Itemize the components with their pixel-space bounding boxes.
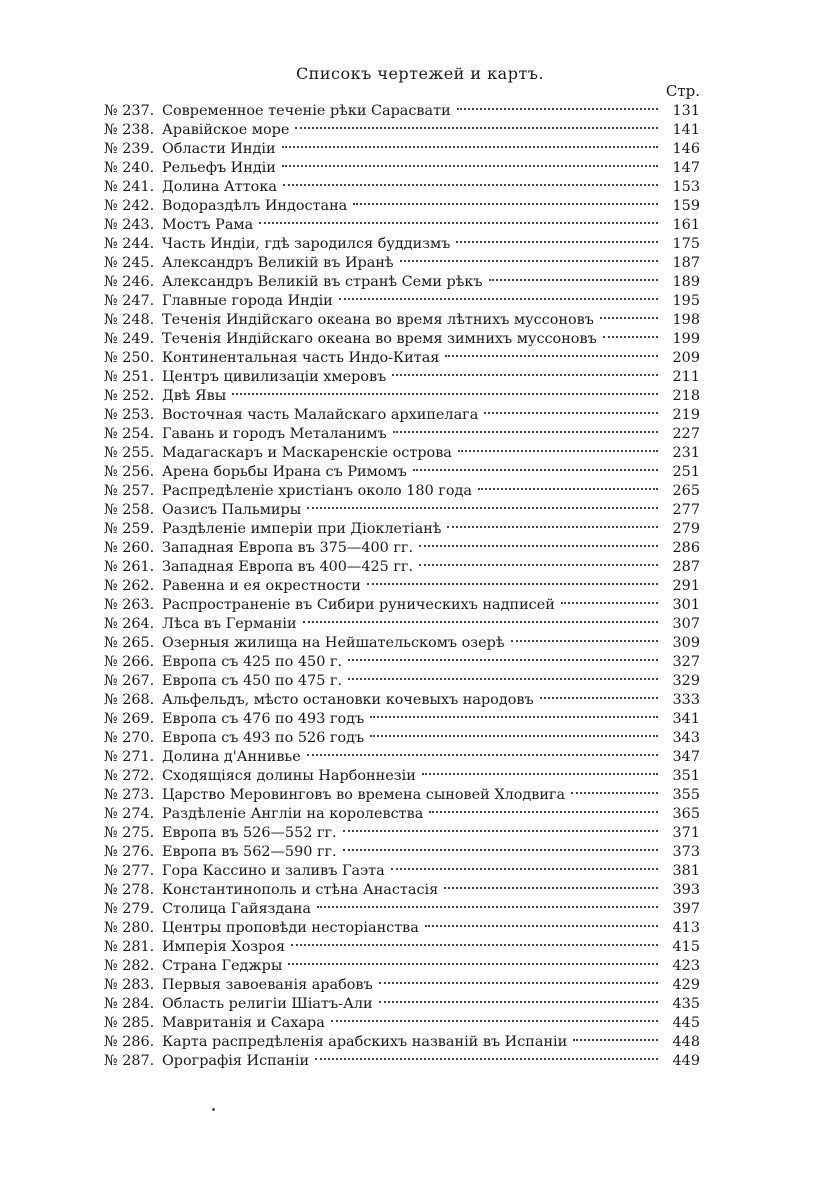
list-item <box>104 672 700 691</box>
dot-leader <box>603 335 658 338</box>
entry-page: 381 <box>672 863 700 879</box>
entry-title: Константинополь и стѣна Анастасія <box>162 882 439 898</box>
dot-leader <box>478 487 658 490</box>
entry-number: № 285. <box>104 1015 155 1031</box>
dot-leader <box>571 791 658 794</box>
dot-leader <box>540 696 658 699</box>
entry-title: Европа съ 450 по 475 г. <box>162 673 343 689</box>
dot-leader <box>339 297 658 300</box>
entry-title: Равенна и ея окрестности <box>162 578 361 594</box>
list-item <box>104 900 700 919</box>
entry-page: 199 <box>672 331 700 347</box>
list-item <box>104 919 700 938</box>
entry-number: № 261. <box>104 559 155 575</box>
dot-leader <box>303 620 658 623</box>
entry-title: Раздѣленіе Англіи на королевства <box>162 806 424 822</box>
dot-leader <box>447 525 658 528</box>
entry-number: № 270. <box>104 730 155 746</box>
list-item <box>104 843 700 862</box>
list-item <box>104 197 700 216</box>
dot-leader <box>419 544 658 547</box>
entry-page: 218 <box>672 388 700 404</box>
entry-page: 141 <box>672 122 700 138</box>
entry-number: № 281. <box>104 939 155 955</box>
list-item <box>104 558 700 577</box>
entry-number: № 237. <box>104 103 155 119</box>
list-item <box>104 957 700 976</box>
entry-title: Александръ Великій въ странѣ Семи рѣкъ <box>162 274 483 290</box>
entry-title: Распредѣленіе христіанъ около 180 года <box>162 483 472 499</box>
dot-leader <box>343 829 658 832</box>
list-item <box>104 482 700 501</box>
list-item <box>104 938 700 957</box>
entry-title: Распространеніе въ Сибири руническихъ надписей <box>162 597 555 613</box>
entry-page: 415 <box>672 939 700 955</box>
entry-page: 365 <box>672 806 700 822</box>
entry-page: 355 <box>672 787 700 803</box>
entry-title: Современное теченіе рѣки Сарасвати <box>162 103 451 119</box>
entry-number: № 259. <box>104 521 155 537</box>
entry-number: № 252. <box>104 388 155 404</box>
dot-leader <box>561 601 658 604</box>
entry-title: Оазисъ Пальмиры <box>162 502 302 518</box>
entry-number: № 268. <box>104 692 155 708</box>
list-of-maps <box>104 102 700 1071</box>
entry-number: № 244. <box>104 236 155 252</box>
dot-leader <box>348 658 658 661</box>
dot-leader <box>331 1019 658 1022</box>
dot-leader <box>489 278 658 281</box>
entry-number: № 258. <box>104 502 155 518</box>
entry-number: № 256. <box>104 464 155 480</box>
entry-page: 413 <box>672 920 700 936</box>
entry-title: Имперія Хозроя <box>162 939 286 955</box>
list-item <box>104 406 700 425</box>
entry-number: № 280. <box>104 920 155 936</box>
entry-number: № 284. <box>104 996 155 1012</box>
list-item <box>104 368 700 387</box>
entry-title: Первыя завоеванія арабовъ <box>162 977 373 993</box>
entry-page: 435 <box>672 996 700 1012</box>
entry-number: № 277. <box>104 863 155 879</box>
entry-title: Гора Кассино и заливъ Гаэта <box>162 863 385 879</box>
entry-title: Водораздѣлъ Индостана <box>162 198 348 214</box>
entry-number: № 257. <box>104 483 155 499</box>
dot-leader <box>307 753 658 756</box>
dot-leader <box>315 1057 658 1060</box>
dot-leader <box>370 715 658 718</box>
entry-title: Озерныя жилища на Нейшательскомъ озерѣ <box>162 635 505 651</box>
entry-title: Восточная часть Малайскаго архипелага <box>162 407 479 423</box>
entry-title: Столица Гайяздана <box>162 901 312 917</box>
dot-leader <box>232 392 658 395</box>
entry-page: 445 <box>672 1015 700 1031</box>
dot-leader <box>600 316 658 319</box>
entry-page: 231 <box>672 445 700 461</box>
entry-title: Двѣ Явы <box>162 388 227 404</box>
entry-page: 286 <box>672 540 700 556</box>
list-item <box>104 235 700 254</box>
list-item <box>104 520 700 539</box>
entry-number: № 286. <box>104 1034 155 1050</box>
list-item <box>104 653 700 672</box>
entry-page: 159 <box>672 198 700 214</box>
entry-page: 307 <box>672 616 700 632</box>
entry-title: Европа съ 425 по 450 г. <box>162 654 343 670</box>
dot-leader <box>456 240 658 243</box>
entry-title: Мадагаскаръ и Маскаренскіе острова <box>162 445 452 461</box>
entry-title: Лѣса въ Германіи <box>162 616 297 632</box>
entry-page: 329 <box>672 673 700 689</box>
entry-page: 351 <box>672 768 700 784</box>
dot-leader <box>379 981 658 984</box>
dot-leader <box>367 582 658 585</box>
entry-page: 397 <box>672 901 700 917</box>
list-item <box>104 292 700 311</box>
dot-leader <box>259 221 658 224</box>
entry-page: 198 <box>672 312 700 328</box>
entry-page: 393 <box>672 882 700 898</box>
list-item <box>104 634 700 653</box>
page-column-header: Стр. <box>665 82 700 100</box>
entry-number: № 274. <box>104 806 155 822</box>
dot-leader <box>400 259 658 262</box>
entry-page: 333 <box>672 692 700 708</box>
dot-leader <box>288 962 658 965</box>
entry-title: Раздѣленіе имперіи при Діоклетіанѣ <box>162 521 442 537</box>
list-item <box>104 330 700 349</box>
entry-title: Царство Меровинговъ во времена сыновей Хлодвига <box>162 787 566 803</box>
list-item <box>104 748 700 767</box>
entry-number: № 241. <box>104 179 155 195</box>
entry-number: № 245. <box>104 255 155 271</box>
list-item <box>104 615 700 634</box>
entry-page: 211 <box>672 369 700 385</box>
dot-leader <box>484 411 658 414</box>
entry-number: № 243. <box>104 217 155 233</box>
entry-title: Европа съ 476 по 493 годъ <box>162 711 365 727</box>
entry-page: 251 <box>672 464 700 480</box>
dot-leader <box>317 905 658 908</box>
entry-number: № 266. <box>104 654 155 670</box>
entry-number: № 264. <box>104 616 155 632</box>
list-item <box>104 273 700 292</box>
entry-number: № 271. <box>104 749 155 765</box>
entry-number: № 272. <box>104 768 155 784</box>
entry-page: 209 <box>672 350 700 366</box>
entry-page: 187 <box>672 255 700 271</box>
dot-leader <box>295 126 658 129</box>
entry-title: Мостъ Рама <box>162 217 254 233</box>
entry-title: Страна Геджры <box>162 958 283 974</box>
entry-number: № 282. <box>104 958 155 974</box>
dot-leader <box>445 354 658 357</box>
list-item <box>104 881 700 900</box>
entry-page: 279 <box>672 521 700 537</box>
dot-leader <box>458 449 658 452</box>
list-item <box>104 1014 700 1033</box>
entry-title: Теченія Индійскаго океана во время зимнихъ муссоновъ <box>162 331 597 347</box>
entry-title: Континентальная часть Индо-Китая <box>162 350 440 366</box>
entry-page: 175 <box>672 236 700 252</box>
entry-title: Рельефъ Индіи <box>162 160 276 176</box>
entry-page: 265 <box>672 483 700 499</box>
entry-title: Центръ цивилизаціи хмеровъ <box>162 369 387 385</box>
list-item <box>104 862 700 881</box>
entry-page: 341 <box>672 711 700 727</box>
entry-page: 423 <box>672 958 700 974</box>
entry-number: № 278. <box>104 882 155 898</box>
dot-leader <box>391 867 658 870</box>
dot-leader <box>419 563 658 566</box>
entry-number: № 265. <box>104 635 155 651</box>
list-item <box>104 463 700 482</box>
entry-title: Европа съ 493 по 526 годъ <box>162 730 365 746</box>
list-item <box>104 216 700 235</box>
entry-page: 301 <box>672 597 700 613</box>
entry-page: 449 <box>672 1053 700 1069</box>
entry-title: Западная Европа въ 375—400 гг. <box>162 540 414 556</box>
dot-leader <box>422 772 658 775</box>
entry-number: № 239. <box>104 141 155 157</box>
entry-page: 287 <box>672 559 700 575</box>
entry-title: Александръ Великій въ Иранѣ <box>162 255 394 271</box>
entry-number: № 254. <box>104 426 155 442</box>
list-item <box>104 178 700 197</box>
list-item <box>104 729 700 748</box>
dot-leader <box>353 202 658 205</box>
entry-number: № 267. <box>104 673 155 689</box>
list-item <box>104 121 700 140</box>
list-item <box>104 691 700 710</box>
entry-page: 347 <box>672 749 700 765</box>
entry-title: Альфельдъ, мѣсто остановки кочевыхъ народовъ <box>162 692 534 708</box>
list-item <box>104 539 700 558</box>
list-item <box>104 140 700 159</box>
list-item <box>104 824 700 843</box>
list-item <box>104 349 700 368</box>
entry-page: 371 <box>672 825 700 841</box>
entry-page: 309 <box>672 635 700 651</box>
entry-title: Европа въ 562—590 гг. <box>162 844 337 860</box>
entry-number: № 247. <box>104 293 155 309</box>
entry-number: № 255. <box>104 445 155 461</box>
dot-leader <box>348 677 658 680</box>
entry-title: Долина Аттока <box>162 179 277 195</box>
list-item <box>104 786 700 805</box>
entry-title: Аравійское море <box>162 122 290 138</box>
entry-number: № 279. <box>104 901 155 917</box>
entry-title: Часть Индіи, гдѣ зародился буддизмъ <box>162 236 451 252</box>
entry-number: № 260. <box>104 540 155 556</box>
page-title: Списокъ чертежей и картъ. <box>295 64 545 83</box>
entry-page: 195 <box>672 293 700 309</box>
entry-number: № 246. <box>104 274 155 290</box>
list-item <box>104 425 700 444</box>
list-item <box>104 311 700 330</box>
entry-page: 291 <box>672 578 700 594</box>
entry-number: № 273. <box>104 787 155 803</box>
entry-title: Орографія Испаніи <box>162 1053 310 1069</box>
entry-page: 277 <box>672 502 700 518</box>
dot-leader <box>573 1038 658 1041</box>
dot-leader <box>425 924 658 927</box>
list-item <box>104 710 700 729</box>
entry-page: 219 <box>672 407 700 423</box>
dot-leader <box>379 1000 658 1003</box>
entry-page: 448 <box>672 1034 700 1050</box>
entry-title: Западная Европа въ 400—425 гг. <box>162 559 414 575</box>
list-item <box>104 102 700 121</box>
entry-number: № 238. <box>104 122 155 138</box>
entry-number: № 283. <box>104 977 155 993</box>
entry-number: № 253. <box>104 407 155 423</box>
list-item <box>104 501 700 520</box>
list-item <box>104 1052 700 1071</box>
list-item <box>104 596 700 615</box>
entry-number: № 269. <box>104 711 155 727</box>
list-item <box>104 387 700 406</box>
entry-number: № 251. <box>104 369 155 385</box>
entry-number: № 250. <box>104 350 155 366</box>
entry-title: Мавританія и Сахара <box>162 1015 325 1031</box>
list-item <box>104 577 700 596</box>
entry-number: № 275. <box>104 825 155 841</box>
entry-number: № 242. <box>104 198 155 214</box>
entry-page: 153 <box>672 179 700 195</box>
entry-number: № 287. <box>104 1053 155 1069</box>
list-item <box>104 805 700 824</box>
entry-title: Сходящіяся долины Нарбоннезіи <box>162 768 416 784</box>
dot-leader <box>444 886 658 889</box>
entry-number: № 248. <box>104 312 155 328</box>
entry-page: 343 <box>672 730 700 746</box>
paper-speck <box>212 1108 215 1111</box>
dot-leader <box>393 430 658 433</box>
dot-leader <box>511 639 658 642</box>
entry-title: Долина д'Аннивье <box>162 749 301 765</box>
list-item <box>104 767 700 786</box>
entry-number: № 240. <box>104 160 155 176</box>
entry-title: Теченія Индійскаго океана во время лѣтнихъ муссоновъ <box>162 312 594 328</box>
entry-page: 373 <box>672 844 700 860</box>
entry-number: № 262. <box>104 578 155 594</box>
entry-number: № 249. <box>104 331 155 347</box>
entry-title: Гавань и городъ Металанимъ <box>162 426 387 442</box>
entry-title: Европа въ 526—552 гг. <box>162 825 337 841</box>
list-item <box>104 254 700 273</box>
dot-leader <box>307 506 658 509</box>
dot-leader <box>413 468 658 471</box>
list-item <box>104 995 700 1014</box>
entry-page: 131 <box>672 103 700 119</box>
dot-leader <box>282 145 658 148</box>
entry-title: Карта распредѣленія арабскихъ названій въ Испаніи <box>162 1034 568 1050</box>
dot-leader <box>291 943 658 946</box>
list-item <box>104 1033 700 1052</box>
entry-number: № 276. <box>104 844 155 860</box>
entry-number: № 263. <box>104 597 155 613</box>
entry-title: Область религіи Шіатъ-Али <box>162 996 373 1012</box>
dot-leader <box>392 373 658 376</box>
entry-page: 227 <box>672 426 700 442</box>
entry-title: Центры проповѣди несторіанства <box>162 920 419 936</box>
dot-leader <box>282 164 658 167</box>
list-item <box>104 976 700 995</box>
entry-title: Главные города Индіи <box>162 293 333 309</box>
dot-leader <box>370 734 658 737</box>
entry-page: 147 <box>672 160 700 176</box>
entry-page: 327 <box>672 654 700 670</box>
dot-leader <box>429 810 658 813</box>
list-item <box>104 159 700 178</box>
entry-page: 146 <box>672 141 700 157</box>
entry-page: 161 <box>672 217 700 233</box>
entry-page: 189 <box>672 274 700 290</box>
entry-page: 429 <box>672 977 700 993</box>
dot-leader <box>343 848 658 851</box>
list-item <box>104 444 700 463</box>
entry-title: Арена борьбы Ирана съ Римомъ <box>162 464 407 480</box>
entry-title: Области Индіи <box>162 141 276 157</box>
dot-leader <box>283 183 658 186</box>
dot-leader <box>457 107 658 110</box>
